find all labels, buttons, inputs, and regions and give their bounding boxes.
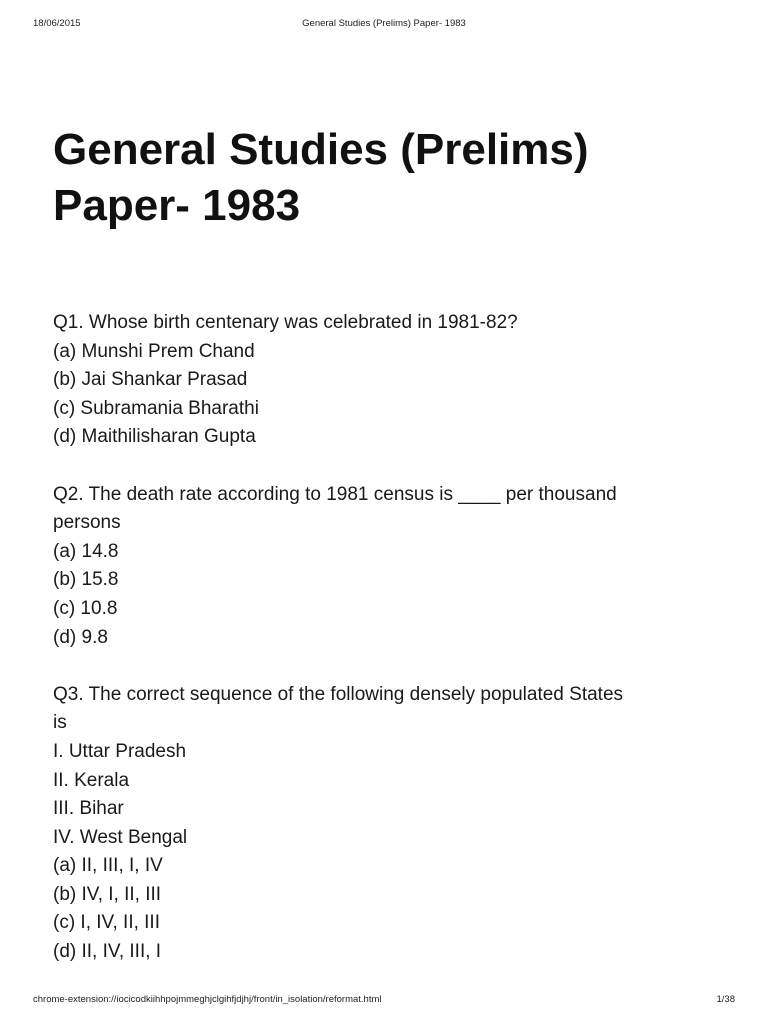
question-3-item-1: I. Uttar Pradesh: [53, 740, 187, 762]
page-title-line-2: Paper- 1983: [53, 181, 301, 230]
question-3-option-b: (b) IV, I, II, III: [53, 883, 162, 905]
print-source-url: chrome-extension://iocicodkiihhpojmmeghjclgihfjdjhj/front/in_isolation/reformat.html: [33, 994, 382, 1005]
question-list: [53, 309, 693, 995]
question-3: [53, 681, 693, 967]
question-3-option-a: (a) II, III, I, IV: [53, 855, 163, 877]
question-2-stem: Q2. The death rate according to 1981 census is ____ per thousand: [53, 483, 617, 505]
question-3-option-d: (d) II, IV, III, I: [53, 941, 162, 963]
page-title-line-1: General Studies (Prelims): [53, 125, 589, 174]
question-2-option-c: (c) 10.8: [53, 597, 118, 619]
question-1-stem: Q1. Whose birth centenary was celebrated in 1981-82?: [53, 312, 518, 333]
question-3-stem: Q3. The correct sequence of the following densely populated States: [53, 683, 624, 705]
question-2-option-d: (d) 9.8: [53, 626, 108, 648]
print-document-title: General Studies (Prelims) Paper- 1983: [302, 18, 466, 29]
print-footer: [0, 994, 768, 1008]
question-1-option-a: (a) Munshi Prem Chand: [53, 340, 255, 362]
print-header: [0, 18, 768, 32]
question-3-item-2: II. Kerala: [53, 769, 130, 791]
question-3-option-c: (c) I, IV, II, III: [53, 912, 160, 934]
question-3-item-4: IV. West Bengal: [53, 826, 188, 848]
question-1: [53, 309, 693, 452]
question-2-option-b: (b) 15.8: [53, 569, 119, 591]
question-1-option-c: (c) Subramania Bharathi: [53, 397, 259, 419]
page-number: 1/38: [716, 994, 735, 1005]
question-1-option-b: (b) Jai Shankar Prasad: [53, 369, 248, 391]
page-title: [53, 122, 733, 234]
question-3-stem-continued: is: [53, 712, 67, 734]
question-3-item-3: III. Bihar: [53, 798, 124, 820]
question-2: [53, 481, 693, 653]
question-2-option-a: (a) 14.8: [53, 540, 119, 562]
question-1-option-d: (d) Maithilisharan Gupta: [53, 426, 256, 448]
question-2-stem-continued: persons: [53, 512, 121, 534]
print-date: 18/06/2015: [33, 18, 81, 29]
